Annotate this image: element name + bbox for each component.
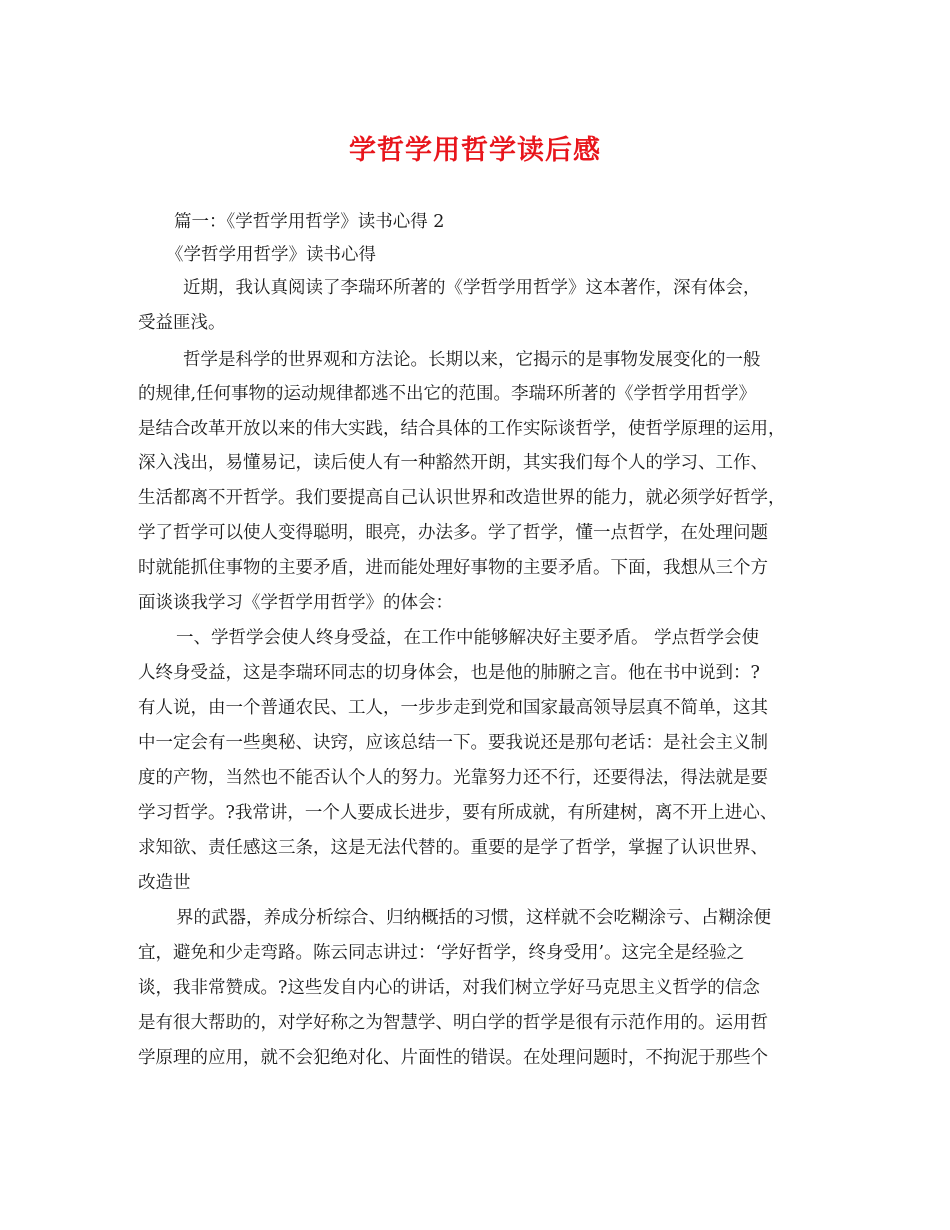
text-line: 一、学哲学会使人终身受益，在工作中能够解决好主要矛盾。 学点哲学会使 (176, 628, 760, 648)
text-line: 受益匪浅。 (138, 313, 226, 333)
text-line: 学了哲学可以使人变得聪明，眼亮，办法多。学了哲学，懂一点哲学，在处理问题 (138, 523, 768, 543)
text-line: 近期，我认真阅读了李瑞环所著的《学哲学用哲学》这本著作，深有体会， (183, 278, 761, 298)
text-line: 求知欲、责任感这三条，这是无法代替的。重要的是学了哲学，掌握了认识世界、 (138, 838, 768, 858)
text-line: 哲学是科学的世界观和方法论。长期以来，它揭示的是事物发展变化的一般 (183, 350, 761, 370)
text-line: 时就能抓住事物的主要矛盾，进而能处理好事物的主要矛盾。下面，我想从三个方 (138, 558, 768, 578)
text-line: 学原理的应用，就不会犯绝对化、片面性的错误。在处理问题时，不拘泥于那些个 (138, 1048, 768, 1068)
text-line: 中一定会有一些奥秘、诀窍，应该总结一下。要我说还是那句老话：是社会主义制 (138, 733, 768, 753)
text-line: 度的产物，当然也不能否认个人的努力。光靠努力还不行，还要得法，得法就是要 (138, 768, 768, 788)
text-line: 深入浅出，易懂易记，读后使人有一种豁然开朗，其实我们每个人的学习、工作、 (138, 453, 768, 473)
text-line: 界的武器，养成分析综合、归纳概括的习惯，这样就不会吃糊涂亏、占糊涂便 (176, 908, 771, 928)
text-line: 宜，避免和少走弯路。陈云同志讲过：‘学好哲学，终身受用’。这完全是经验之 (138, 943, 745, 963)
text-line: 学习哲学。?我常讲，一个人要成长进步，要有所成就，有所建树，离不开上进心、 (138, 803, 778, 823)
text-line: 改造世 (138, 873, 191, 893)
text-line: 《学哲学用哲学》读书心得 (166, 245, 376, 265)
document-title: 学哲学用哲学读后感 (349, 135, 601, 166)
text-line: 谈，我非常赞成。?这些发自内心的讲话，对我们树立学好马克思主义哲学的信念 (138, 978, 760, 998)
text-line: 篇一：《学哲学用哲学》读书心得 2 (174, 212, 445, 232)
text-line: 是有很大帮助的，对学好称之为智慧学、明白学的哲学是很有示范作用的。运用哲 (138, 1013, 768, 1033)
text-line: 有人说，由一个普通农民、工人，一步步走到党和国家最高领导层真不简单，这其 (138, 698, 768, 718)
text-line: 面谈谈我学习《学哲学用哲学》的体会： (138, 593, 453, 613)
text-line: 的规律,任何事物的运动规律都逃不出它的范围。李瑞环所著的《学哲学用哲学》 (138, 384, 757, 404)
text-line: 生活都离不开哲学。我们要提高自己认识世界和改造世界的能力，就必须学好哲学， (138, 488, 786, 508)
text-line: 是结合改革开放以来的伟大实践，结合具体的工作实际谈哲学，使哲学原理的运用， (138, 419, 786, 439)
text-line: 人终身受益，这是李瑞环同志的切身体会，也是他的肺腑之言。他在书中说到：? (138, 663, 760, 683)
